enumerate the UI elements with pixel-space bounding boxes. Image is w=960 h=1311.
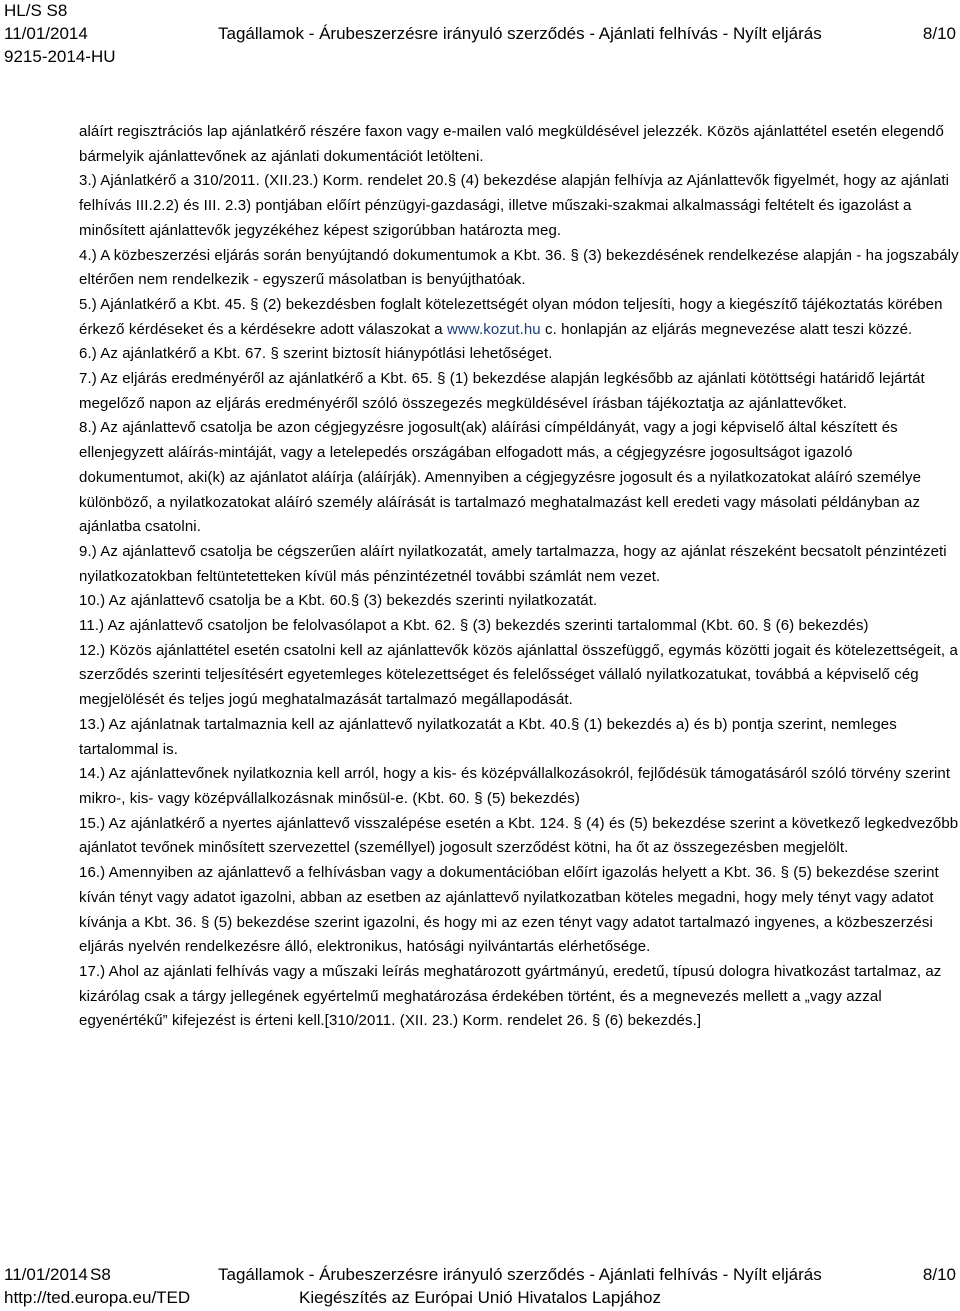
paragraph-7: 7.) Az eljárás eredményéről az ajánlatkérő a Kbt. 65. § (1) bekezdése alapján legkésőbb az ajánlati kötöttségi határidő lejártát megelőző napon az eljárás eredményéről szóló összegezés megküldésével írásban tájékoztatja az ajánlattevőket. bbox=[79, 370, 925, 412]
header-code: HL/S S8 bbox=[4, 1, 68, 20]
paragraph-3: 3.) Ajánlatkérő a 310/2011. (XII.23.) Korm. rendelet 20.§ (4) bekezdése alapján felhívja az Ajánlattevők figyelmét, hogy az ajánlati felhívás III.2.2) és III. 2.3) pontjában előírt pénzügyi-gazdasági, illetve műszaki-szakmai alkalmassági feltételt és igazolást a minősített ajánlattevők jegyzékéhez képest szigorúbban határozta meg. bbox=[79, 172, 950, 239]
paragraph-5-text-end: c. honlapján az eljárás megnevezése alatt teszi közzé. bbox=[540, 320, 913, 338]
footer-page-number: 8/10 bbox=[922, 1265, 956, 1284]
document-body bbox=[79, 120, 959, 1034]
paragraph-5-text-start: 5.) Ajánlatkérő a Kbt. 45. § (2) bekezdésben foglalt kötelezettségét olyan módon teljesíti, hogy a kiegészítő tájékoztatás körében érkező kérdéseket és a kérdésekre adott válaszokat a bbox=[79, 295, 943, 338]
paragraph-8: 8.) Az ajánlattevő csatolja be azon cégjegyzésre jogosult(ak) aláírási címpéldányát, vagy a jogi képviselő által készített és ellenjegyzett aláírás-mintáját, vagy a letelepedés országában elfogadott más, a cégjegyzésre jogosultságot igazoló dokumentumot, aki(k) az ajánlatot aláírja (aláírják). Amennyiben a cégjegyzésre jogosult és a nyilatkozatokat aláíró személye különböző, a nyilatkozatokat aláíró személy aláírását is tartalmazó meghatalmazást kell eredeti vagy másolati példányban az ajánlatba csatolni. bbox=[79, 419, 922, 536]
header-doc-id: 9215-2014-HU bbox=[4, 47, 116, 66]
paragraph-15: 15.) Az ajánlatkérő a nyertes ajánlattevő visszalépése esetén a Kbt. 124. § (4) és (5) bekezdése szerint a következő legkedvezőbb ajánlatot tevőnek minősített szervezettel (személlyel) jogosult szerződést kötni, ha őt az összegezésben megjelölt. bbox=[79, 814, 959, 857]
paragraph-13: 13.) Az ajánlatnak tartalmaznia kell az ajánlattevő nyilatkozatát a Kbt. 40.§ (1) bekezdés a) és b) pontja szerint, nemleges tartalommal is. bbox=[79, 715, 897, 758]
footer-title: Tagállamok - Árubeszerzésre irányuló szerződés - Ajánlati felhívás - Nyílt eljárás bbox=[218, 1265, 822, 1284]
paragraph-5 bbox=[79, 293, 959, 342]
paragraph-6: 6.) Az ajánlatkérő a Kbt. 67. § szerint biztosít hiánypótlási lehetőséget. bbox=[79, 345, 553, 363]
footer-url[interactable]: http://ted.europa.eu/TED bbox=[4, 1288, 191, 1307]
paragraph-10: 10.) Az ajánlattevő csatolja be a Kbt. 60.§ (3) bekezdés szerinti nyilatkozatát. bbox=[79, 592, 598, 610]
header-page-number: 8/10 bbox=[922, 24, 956, 43]
paragraph-17: 17.) Ahol az ajánlati felhívás vagy a műszaki leírás meghatározott gyártmányú, eredetű, típusú dologra hivatkozást tartalmaz, az kizárólag csak a tárgy jellegének egyértelmű meghatározása érdekében történt, és a megnevezés mellett a „vagy azzal egyenértékű” kifejezést is érteni kell.[310/2011. (XII. 23.) Korm. rendelet 26. § (6) bekezdés.] bbox=[79, 962, 942, 1030]
paragraph-16: 16.) Amennyiben az ajánlattevő a felhívásban vagy a dokumentációban előírt igazolás helyett a Kbt. 36. § (5) bekezdése szerint kíván tényt vagy adatot igazolni, abban az esetben az ajánlattevő nyilatkozatban köteles megadni, hogy mely tényt vagy adatot kívánja a Kbt. 36. § (5) bekezdése szerint igazolni, és hogy mi az ezen tényt vagy adatot tartalmazó ingyenes, a közbeszerzési eljárás nyelvén rendelkezésre álló, elektronikus, hatósági nyilvántartás elérhetősége. bbox=[79, 864, 939, 956]
paragraph-12: 12.) Közös ajánlattétel esetén csatolni kell az ajánlattevők közös ajánlattal összefüggő, egymás közötti jogait és kötelezettségeit, a szerződés szerinti teljesítésért egyetemleges kötelezettséget és felelősséget vállaló nyilatkozatukat, továbbá a képviselő cég megjelölését és teljes jogú meghatalmazását tartalmazó megállapodását. bbox=[79, 641, 958, 709]
footer-supplement: Kiegészítés az Európai Unió Hivatalos Lapjához bbox=[299, 1288, 661, 1307]
header-date: 11/01/2014 bbox=[4, 24, 88, 43]
paragraph-11: 11.) Az ajánlattevő csatoljon be felolvasólapot a Kbt. 62. § (3) bekezdés szerinti tartalommal (Kbt. 60. § (6) bekezdés) bbox=[79, 617, 869, 635]
page-footer bbox=[0, 1264, 960, 1310]
footer-series: S8 bbox=[90, 1265, 111, 1284]
paragraph-9: 9.) Az ajánlattevő csatolja be cégszerűen aláírt nyilatkozatát, amely tartalmazza, hogy az ajánlat részeként becsatolt pénzintézeti nyilatkozatokban feltüntetetteken kívül más pénzintézetnél további számlát nem vezet. bbox=[79, 542, 947, 585]
kozut-link[interactable]: www.kozut.hu bbox=[447, 320, 541, 338]
paragraph-4: 4.) A közbeszerzési eljárás során benyújtandó dokumentumok a Kbt. 36. § (3) bekezdésének rendelkezése alapján - ha jogszabály eltérően nem rendelkezik - egyszerű másolatban is benyújthatóak. bbox=[79, 246, 959, 289]
page-header bbox=[0, 0, 960, 69]
paragraph-intro: aláírt regisztrációs lap ajánlatkérő részére faxon vagy e-mailen való megküldésével jelezzék. Közös ajánlattétel esetén elegendő bármelyik ajánlattevőnek az ajánlati dokumentációt letölteni. bbox=[79, 123, 944, 165]
paragraph-14: 14.) Az ajánlattevőnek nyilatkoznia kell arról, hogy a kis- és középvállalkozásokról, fejlődésük támogatásáról szóló törvény szerint mikro-, kis- vagy középvállalkozásnak minősül-e. (Kbt. 60. § (5) bekezdés) bbox=[79, 765, 951, 807]
header-title: Tagállamok - Árubeszerzésre irányuló szerződés - Ajánlati felhívás - Nyílt eljárás bbox=[218, 24, 822, 43]
footer-date: 11/01/2014 bbox=[4, 1265, 88, 1284]
